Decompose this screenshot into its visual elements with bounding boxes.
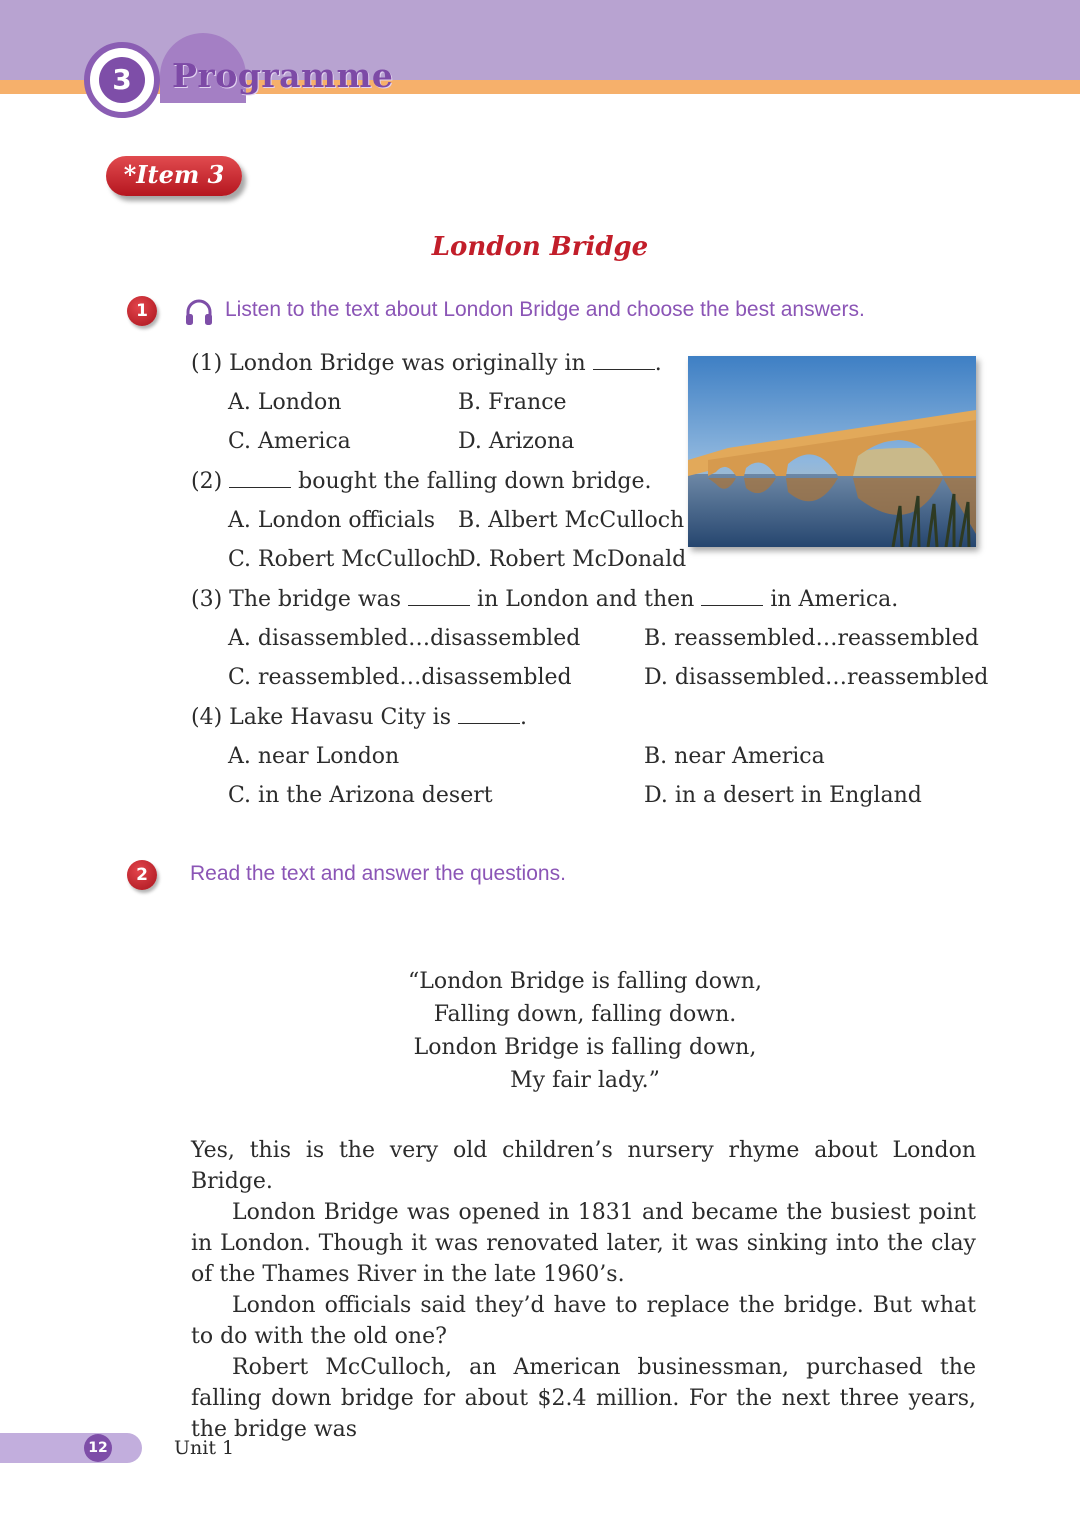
headphones-icon bbox=[184, 297, 214, 327]
exercise-2-instruction: Read the text and answer the questions. bbox=[190, 862, 566, 885]
question-4-option-a[interactable]: A. near London bbox=[228, 744, 400, 769]
question-3-option-d[interactable]: D. disassembled…reassembled bbox=[644, 665, 989, 690]
question-3: (3) The bridge was in London and then in America. bbox=[191, 587, 899, 612]
question-4-option-c[interactable]: C. in the Arizona desert bbox=[228, 783, 493, 808]
paragraph-2: London Bridge was opened in 1831 and became the busiest point in London. Though it was renovated later, it was sinking into the clay of the Thames River in the late 1960’s. bbox=[191, 1200, 976, 1287]
exercise-2-number: 2 bbox=[127, 860, 157, 890]
question-2: (2) bought the falling down bridge. bbox=[191, 469, 652, 494]
item-badge: *Item 3 bbox=[106, 156, 242, 196]
question-3-option-c[interactable]: C. reassembled…disassembled bbox=[228, 665, 572, 690]
unit-number: 3 bbox=[99, 57, 145, 103]
poem-line-1: “London Bridge is falling down, bbox=[408, 969, 762, 994]
page-number: 12 bbox=[84, 1434, 112, 1462]
exercise-1-instruction: Listen to the text about London Bridge and choose the best answers. bbox=[225, 298, 865, 321]
poem-line-2: Falling down, falling down. bbox=[433, 1002, 737, 1027]
paragraph-3: London officials said they’d have to replace the bridge. But what to do with the old one? bbox=[191, 1293, 976, 1349]
question-4-option-d[interactable]: D. in a desert in England bbox=[644, 783, 922, 808]
reading-text bbox=[191, 1135, 976, 1445]
exercise-1-number: 1 bbox=[127, 296, 157, 326]
question-2-option-b[interactable]: B. Albert McCulloch bbox=[458, 508, 685, 533]
question-1-option-d[interactable]: D. Arizona bbox=[458, 429, 575, 454]
paragraph-1: Yes, this is the very old children’s nursery rhyme about London Bridge. bbox=[191, 1138, 976, 1194]
question-3-option-a[interactable]: A. disassembled…disassembled bbox=[228, 626, 581, 651]
section-title: Programme bbox=[172, 56, 394, 95]
question-1-option-b[interactable]: B. France bbox=[458, 390, 567, 415]
unit-badge bbox=[84, 42, 160, 118]
paragraph-4: Robert McCulloch, an American businessman, purchased the falling down bridge for about $2.4 million. For the next three years, the bridge was bbox=[191, 1355, 976, 1442]
question-1-option-c[interactable]: C. America bbox=[228, 429, 351, 454]
poem-line-3: London Bridge is falling down, bbox=[413, 1035, 757, 1060]
london-bridge-photo bbox=[688, 356, 976, 547]
question-4: (4) Lake Havasu City is . bbox=[191, 705, 527, 730]
question-3-option-b[interactable]: B. reassembled…reassembled bbox=[644, 626, 979, 651]
page-title: London Bridge bbox=[431, 232, 649, 262]
poem-line-4: My fair lady.” bbox=[510, 1068, 660, 1093]
footer-bar bbox=[0, 1433, 142, 1463]
question-1: (1) London Bridge was originally in . bbox=[191, 351, 662, 376]
question-2-option-d[interactable]: D. Robert McDonald bbox=[458, 547, 687, 572]
question-2-option-c[interactable]: C. Robert McCulloch bbox=[228, 547, 461, 572]
question-1-option-a[interactable]: A. London bbox=[228, 390, 342, 415]
unit-label: Unit 1 bbox=[174, 1437, 235, 1459]
question-2-option-a[interactable]: A. London officials bbox=[228, 508, 436, 533]
question-4-option-b[interactable]: B. near America bbox=[644, 744, 825, 769]
